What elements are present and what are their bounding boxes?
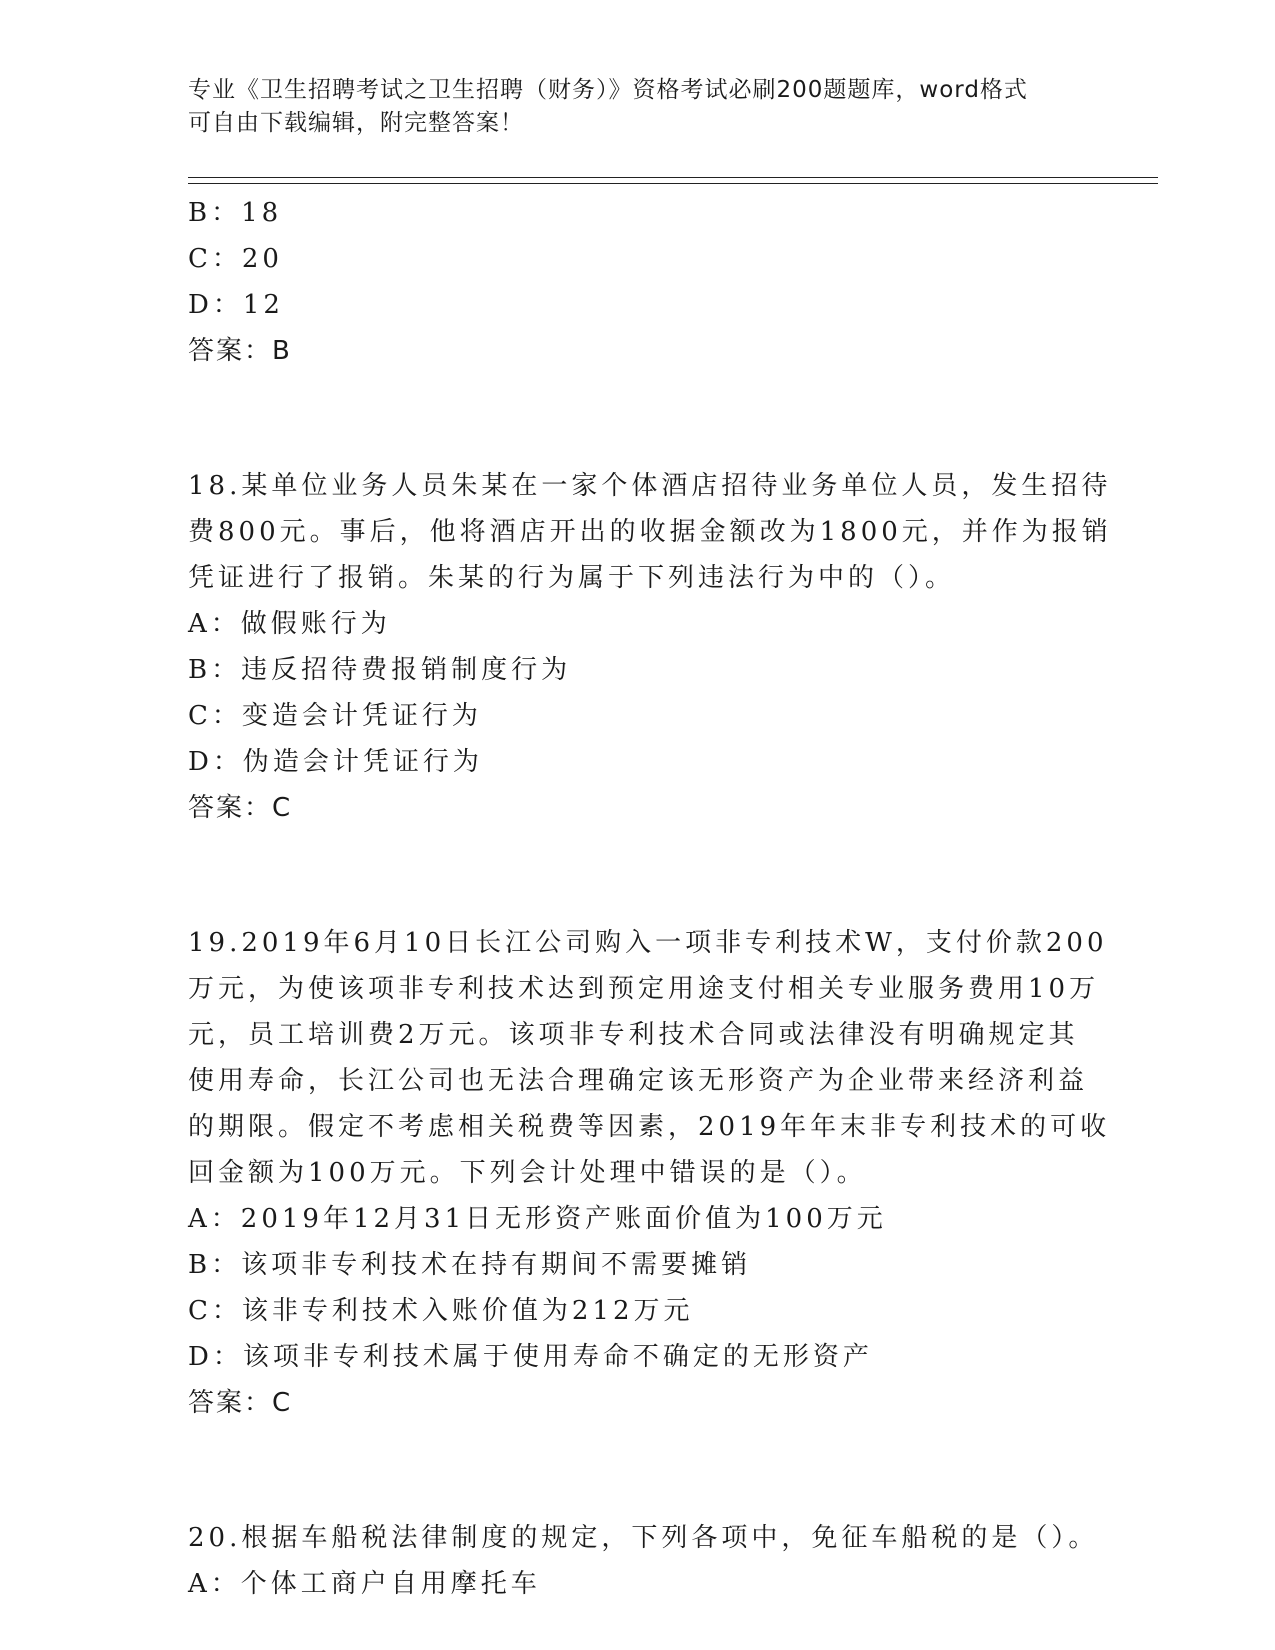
document-header [188,74,1068,140]
question-text-line: 18.某单位业务人员朱某在一家个体酒店招待业务单位人员，发生招待 [188,471,1112,501]
header-divider-top [188,177,1158,178]
question-18 [188,463,1112,831]
question-text-line: 使用寿命，长江公司也无法合理确定该无形资产为企业带来经济利益 [188,1066,1089,1096]
option-d: D：该项非专利技术属于使用寿命不确定的无形资产 [188,1342,873,1372]
answer: 答案：B [188,336,292,366]
question-text-line: 20.根据车船税法律制度的规定，下列各项中，免征车船税的是（）。 [188,1523,1099,1553]
header-title-line-2: 可自由下载编辑，附完整答案！ [188,110,524,136]
document-body [188,190,1112,1607]
header-title-line-1: 专业《卫生招聘考试之卫生招聘（财务）》资格考试必刷200题题库，word格式 [188,77,1028,103]
question-text-line: 回金额为100万元。下列会计处理中错误的是（）。 [188,1158,867,1188]
question-text-line: 19.2019年6月10日长江公司购入一项非专利技术W，支付价款200 [188,928,1108,958]
question-17-continued [188,190,1088,374]
option-a: A：做假账行为 [188,609,391,639]
header-divider-bottom [188,183,1158,184]
question-text-line: 的期限。假定不考虑相关税费等因素，2019年年末非专利技术的可收 [188,1112,1111,1142]
answer: 答案：C [188,1388,293,1418]
question-text-line: 万元，为使该项非专利技术达到预定用途支付相关专业服务费用10万 [188,974,1100,1004]
question-20 [188,1515,1099,1607]
answer: 答案：C [188,793,293,823]
question-text-line: 凭证进行了报销。朱某的行为属于下列违法行为中的（）。 [188,563,956,593]
option-a: A：2019年12月31日无形资产账面价值为100万元 [188,1204,887,1234]
option-b: B：该项非专利技术在持有期间不需要摊销 [188,1250,752,1280]
question-text-line: 费800元。事后，他将酒店开出的收据金额改为1800元，并作为报销 [188,517,1112,547]
option-c: C：该非专利技术入账价值为212万元 [188,1296,694,1326]
option-b: B：18 [188,198,283,228]
question-text-line: 元，员工培训费2万元。该项非专利技术合同或法律没有明确规定其 [188,1020,1079,1050]
option-c: C：20 [188,244,283,274]
question-19 [188,920,1111,1426]
option-d: D：伪造会计凭证行为 [188,747,483,777]
option-d: D：12 [188,290,284,320]
option-b: B：违反招待费报销制度行为 [188,655,572,685]
option-c: C：变造会计凭证行为 [188,701,482,731]
option-a: A：个体工商户自用摩托车 [188,1569,541,1599]
